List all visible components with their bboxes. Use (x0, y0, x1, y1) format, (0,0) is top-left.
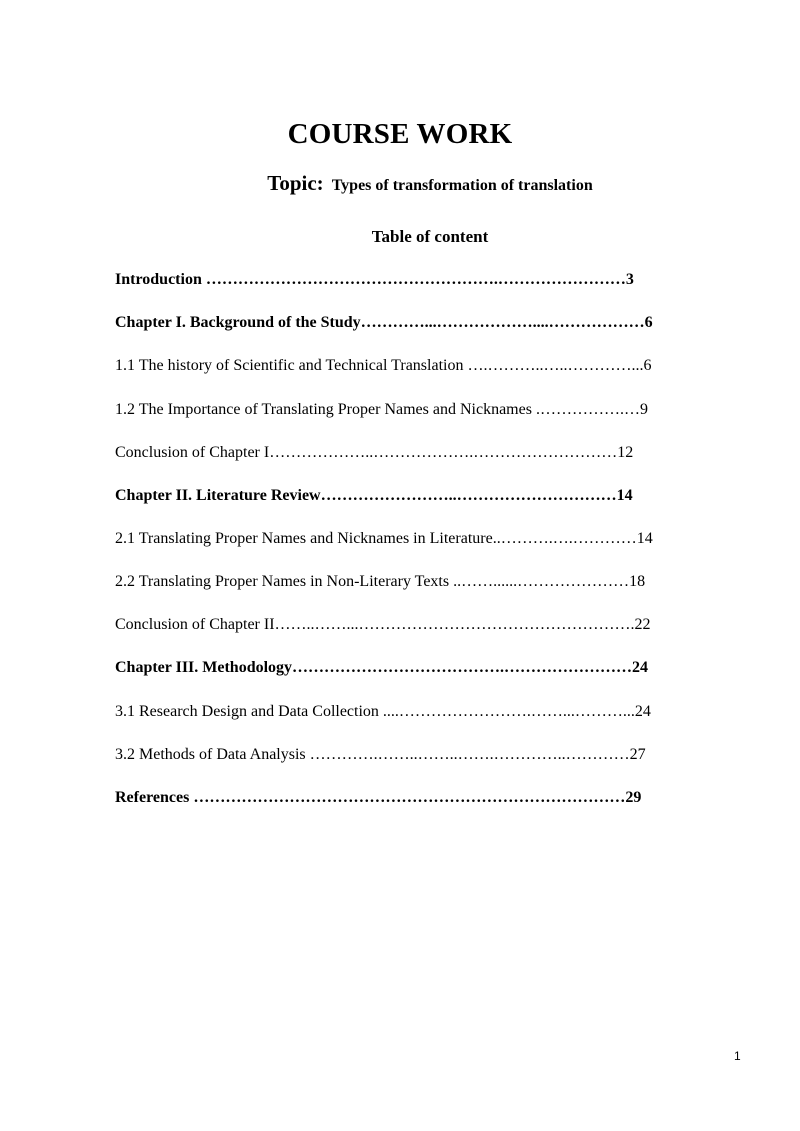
toc-entry-chapter-1: Chapter I. Background of the Study…………...………………....………………6 (115, 314, 653, 331)
toc-entry-introduction: Introduction ……………………………………………….……………………3 (115, 271, 634, 288)
toc-heading: Table of content (371, 227, 489, 246)
toc-entry-conclusion-1: Conclusion of Chapter I………………..……………….………………………12 (115, 444, 634, 461)
topic-line (0, 171, 800, 196)
toc-entry-chapter-2: Chapter II. Literature Review……………………..…………………………14 (115, 487, 633, 504)
toc-entry-section-3-1: 3.1 Research Design and Data Collection ....…………………….……...………...24 (115, 703, 651, 720)
topic-text: Types of transformation of translation (331, 177, 593, 194)
toc-entry-section-2-2: 2.2 Translating Proper Names in Non-Literary Texts ..……......…………………18 (115, 573, 646, 590)
page-number: 1 (734, 1049, 741, 1063)
toc-entry-section-1-1: 1.1 The history of Scientific and Technical Translation ….………..…..…………...6 (115, 357, 652, 374)
toc-entry-chapter-3: Chapter III. Methodology………………………………….……………………24 (115, 659, 649, 676)
toc-entry-section-2-1: 2.1 Translating Proper Names and Nicknames in Literature..……….….…………14 (115, 530, 653, 547)
toc-entry-section-3-2: 3.2 Methods of Data Analysis ………….……..……..…….…………..…………27 (115, 746, 646, 763)
toc-entry-conclusion-2: Conclusion of Chapter II……..……...…………………………………………….22 (115, 616, 651, 633)
topic-label: Topic: (267, 171, 324, 195)
toc-entry-section-1-2: 1.2 The Importance of Translating Proper Names and Nicknames .…………….…9 (115, 401, 648, 418)
toc-entry-references: References ………………………………………………………………………29 (115, 789, 642, 806)
document-title: COURSE WORK (287, 118, 513, 150)
